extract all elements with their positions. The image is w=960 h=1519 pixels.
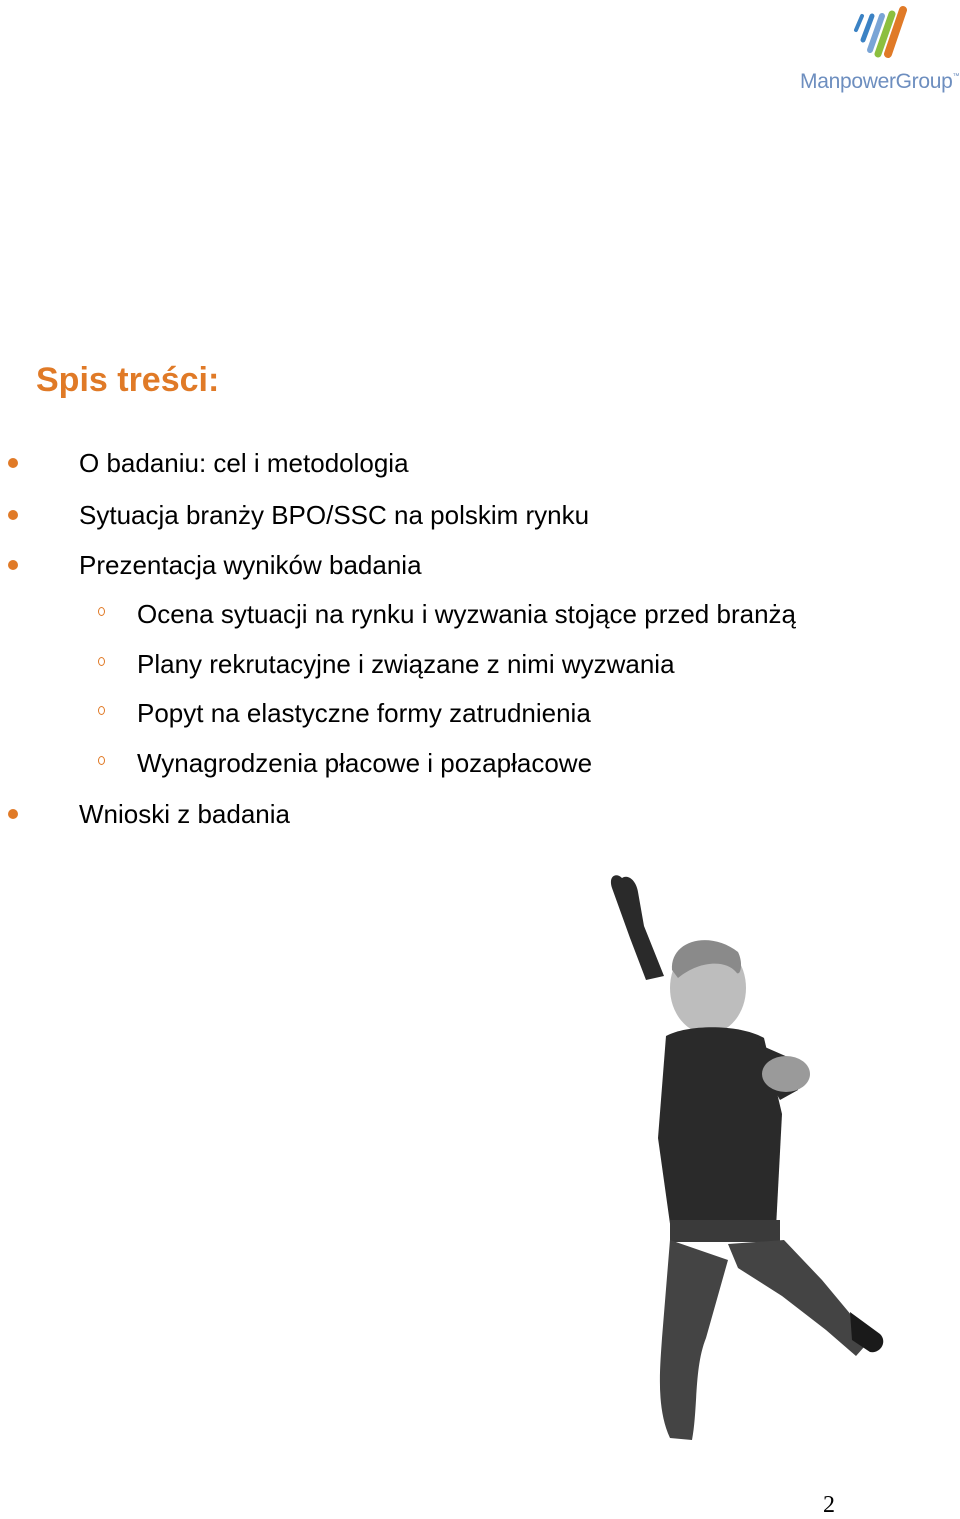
bullet-icon <box>8 560 18 570</box>
circle-bullet-icon <box>98 607 105 616</box>
page-number: 2 <box>823 1492 835 1518</box>
bullet-icon <box>8 510 18 520</box>
circle-bullet-icon <box>98 706 105 715</box>
logo-wordmark: ManpowerGroup™ <box>800 70 960 93</box>
manpowergroup-logo-icon <box>848 4 912 60</box>
bullet-icon <box>8 458 18 468</box>
circle-bullet-icon <box>98 756 105 765</box>
jumping-man-photo <box>560 868 900 1458</box>
manpowergroup-logo <box>800 4 958 96</box>
circle-bullet-icon <box>98 657 105 666</box>
bullet-icon <box>8 809 18 819</box>
page-title: Spis treści: <box>36 361 220 399</box>
